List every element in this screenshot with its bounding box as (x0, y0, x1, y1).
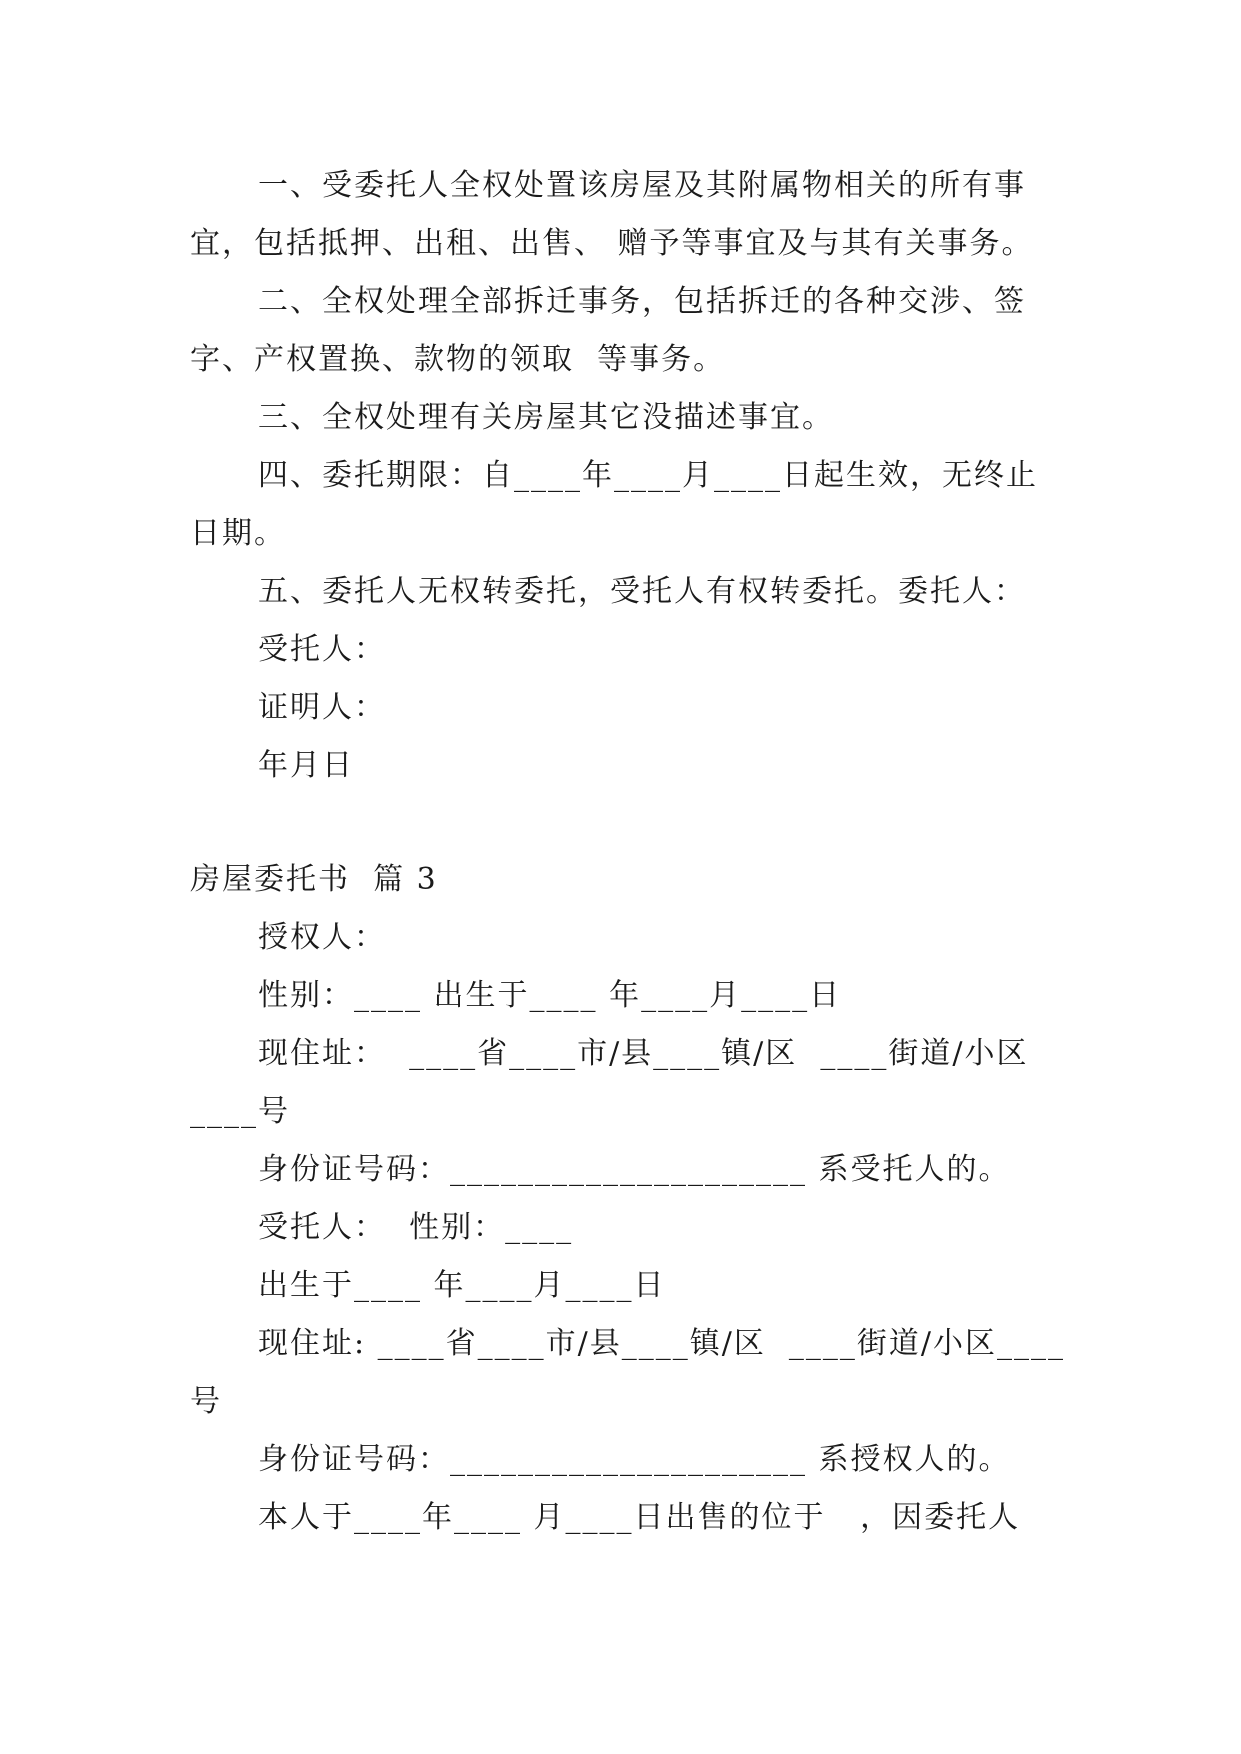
trustee-gender: 受托人： 性别：____ (258, 1210, 574, 1245)
witness-label: 证明人： (258, 690, 386, 725)
trustee-address-number: 号 (190, 1384, 222, 1419)
grantor-id-number: 身份证号码：_____________________ 系受托人的。 (258, 1152, 1011, 1187)
clause-4-line-2: 日期。 (190, 516, 286, 551)
grantor-label: 授权人： (258, 920, 386, 955)
date-label: 年月日 (258, 748, 354, 783)
grantor-gender-birth: 性别：____ 出生于____ 年____月____日 (258, 978, 842, 1013)
trustee-address: 现住址: ____省____市/县____镇/区 ____街道/小区____ (258, 1326, 1066, 1361)
section-title: 房屋委托书 篇 3 (190, 862, 438, 897)
clause-1-line-1: 一、受委托人全权处置该房屋及其附属物相关的所有事 (258, 168, 1026, 203)
grantor-address-number: ____号 (190, 1094, 290, 1129)
grantor-address: 现住址： ____省____市/县____镇/区 ____街道/小区 (258, 1036, 1029, 1071)
trustee-label: 受托人： (258, 632, 386, 667)
trustee-birth: 出生于____ 年____月____日 (258, 1268, 666, 1303)
clause-3: 三、全权处理有关房屋其它没描述事宜。 (258, 400, 834, 435)
clause-2-line-1: 二、全权处理全部拆迁事务，包括拆迁的各种交涉、签 (258, 284, 1026, 319)
trustee-id-number: 身份证号码：_____________________ 系授权人的。 (258, 1442, 1011, 1477)
clause-2-line-2: 字、产权置换、款物的领取 等事务。 (190, 342, 726, 377)
clause-5: 五、委托人无权转委托，受托人有权转委托。委托人： (258, 574, 1026, 609)
clause-4-line-1: 四、委托期限：自____年____月____日起生效，无终止 (258, 458, 1038, 493)
sale-statement: 本人于____年____ 月____日出售的位于 ，因委托人 (258, 1500, 1021, 1535)
clause-1-line-2: 宜，包括抵押、出租、出售、 赠予等事宜及与其有关事务。 (190, 226, 1034, 261)
